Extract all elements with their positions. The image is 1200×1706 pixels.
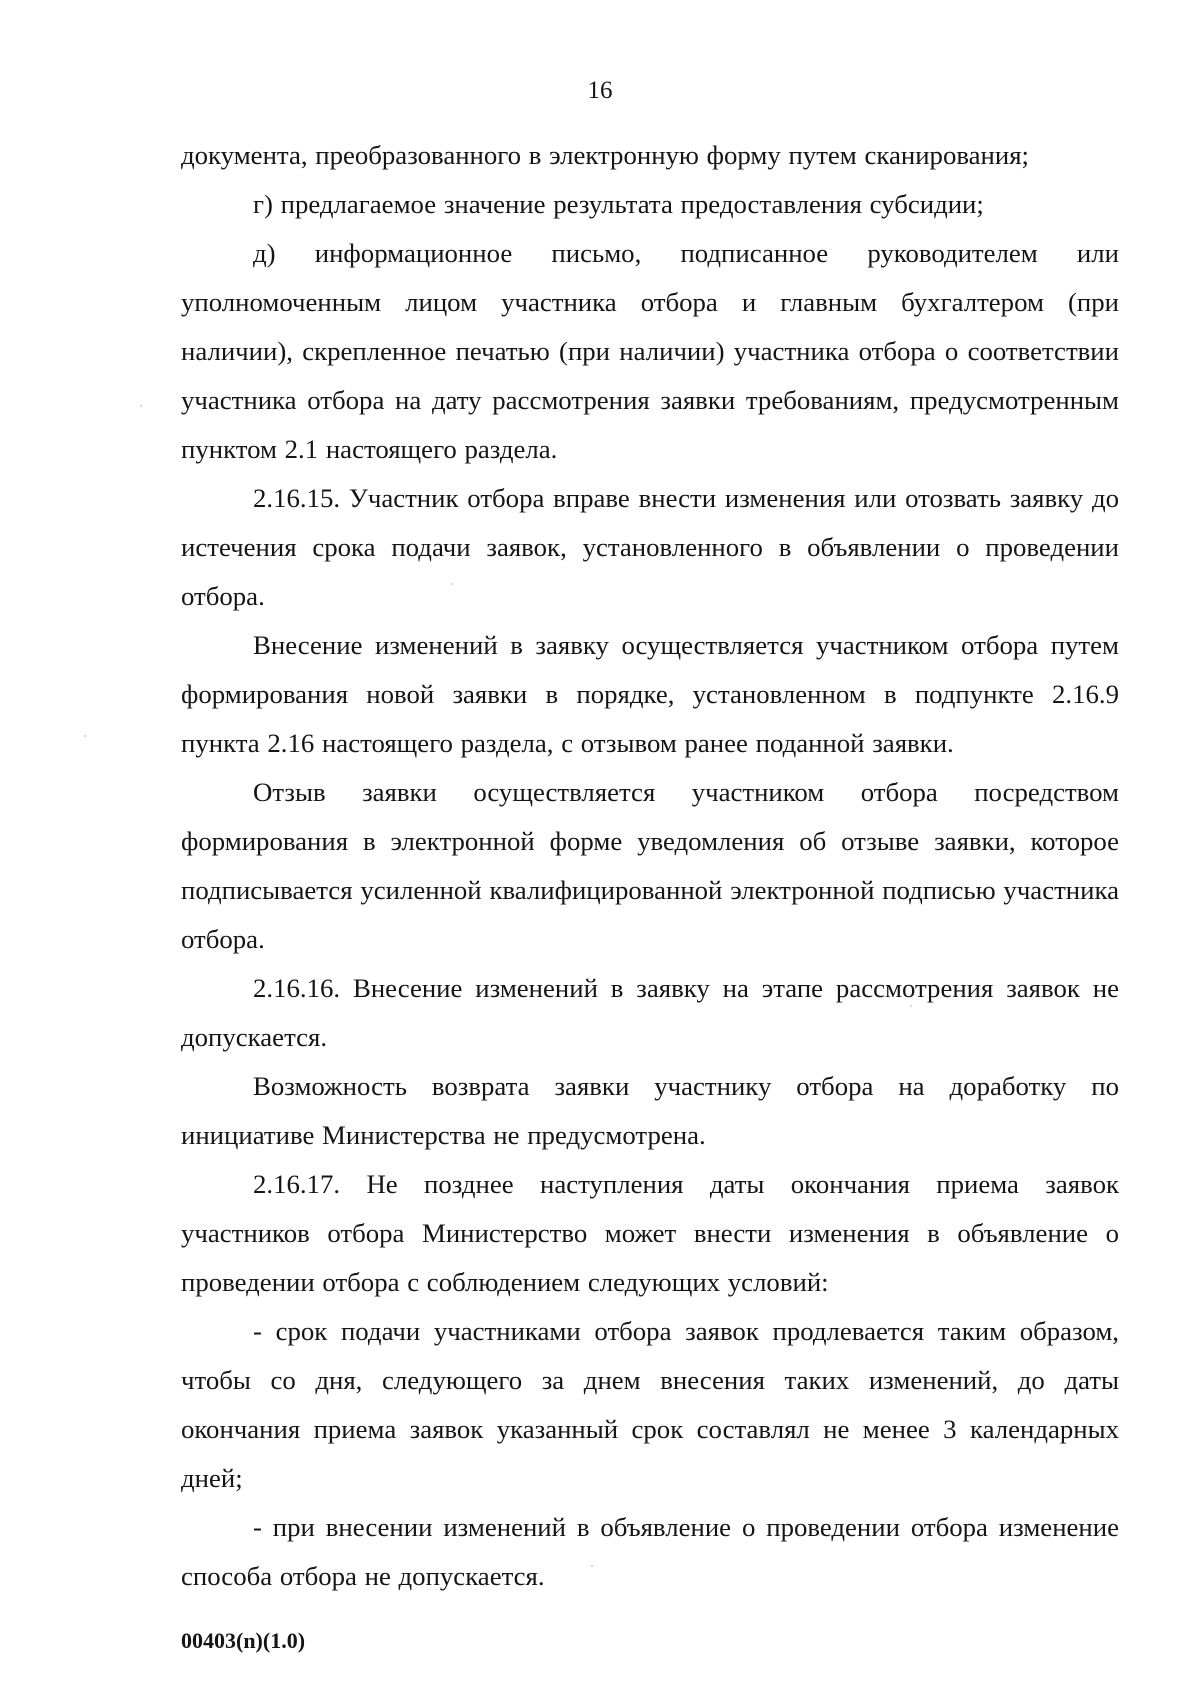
paragraph: - при внесении изменений в объявление о проведении отбора изменение способа отбора не допускается. (181, 1512, 1119, 1591)
scan-speck (140, 405, 142, 407)
paragraph: 2.16.16. Внесение изменений в заявку на этапе рассмотрения заявок не допускается. (181, 973, 1119, 1052)
scan-speck (451, 583, 453, 585)
paragraph: д) информационное письмо, подписанное руководителем или уполномоченным лицом участника отбора и главным бухгалтером (при наличии), скрепленное печатью (при наличии) участника отбора о соответствии участника отбора на дату рассмотрения заявки требованиям, предусмотренным пунктом 2.1 настоящего раздела. (181, 238, 1119, 464)
paragraph: г) предлагаемое значение результата предоставления субсидии; (253, 189, 984, 219)
paragraph: 2.16.15. Участник отбора вправе внести изменения или отозвать заявку до истечения срока подачи заявок, установленного в объявлении о проведении отбора. (181, 483, 1119, 611)
scan-speck (84, 735, 86, 737)
paragraph: документа, преобразованного в электронную форму путем сканирования; (181, 140, 1029, 170)
document-code: 00403(n)(1.0) (181, 1628, 306, 1653)
paragraph: Возможность возврата заявки участнику отбора на доработку по инициативе Министерства не предусмотрена. (181, 1071, 1119, 1150)
page-number: 16 (587, 77, 613, 104)
paragraph: - срок подачи участниками отбора заявок продлевается таким образом, чтобы со дня, следующего за днем внесения таких изменений, до даты окончания приема заявок указанный срок составлял не менее 3 календарных дней; (181, 1316, 1119, 1493)
paragraph: Отзыв заявки осуществляется участником отбора посредством формирования в электронной форме уведомления об отзыве заявки, которое подписывается усиленной квалифицированной электронной подписью участника отбора. (181, 777, 1119, 954)
scan-speck (591, 1565, 593, 1567)
paragraph: Внесение изменений в заявку осуществляется участником отбора путем формирования новой заявки в порядке, установленном в подпункте 2.16.9 пункта 2.16 настоящего раздела, с отзывом ранее поданной заявки. (181, 630, 1119, 758)
document-body (181, 131, 1119, 1601)
paragraph: 2.16.17. Не позднее наступления даты окончания приема заявок участников отбора Министерство может внести изменения в объявление о проведении отбора с соблюдением следующих условий: (181, 1169, 1119, 1297)
scan-speck (910, 1005, 912, 1007)
